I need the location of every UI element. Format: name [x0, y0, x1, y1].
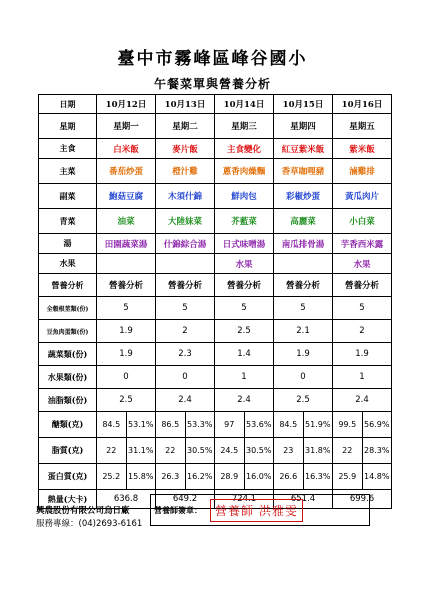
grams-value: 28.9: [220, 472, 239, 481]
menu-table-body: [39, 95, 392, 509]
cell-weekday: 星期四: [274, 114, 333, 139]
cell-veg: 油菜: [97, 209, 156, 234]
cell-staple: 紅豆紫米飯: [274, 139, 333, 159]
cell-grains: 5: [156, 297, 215, 320]
row-analysis: [39, 274, 392, 297]
cell-fruit-portion: 0: [97, 366, 156, 389]
percent-value: 53.3%: [185, 412, 215, 437]
cell-carb: [215, 412, 274, 438]
row-label: 熱量(大卡): [39, 490, 97, 509]
cell-date: 10月15日: [274, 95, 333, 114]
cell-fruit-portion: 1: [215, 366, 274, 389]
row-protein: [39, 320, 392, 343]
cell-vegetable: 2.3: [156, 343, 215, 366]
page-subtitle: 午餐菜單與營養分析: [153, 77, 271, 91]
cell-weekday: 星期五: [333, 114, 392, 139]
row-prot-g: [39, 464, 392, 490]
cell-fruit: 水果: [333, 254, 392, 274]
company-name: 興農股份有限公司烏日廠: [36, 506, 130, 516]
cell-side: 黃瓜肉片: [333, 184, 392, 209]
cell-fruit-portion: 1: [333, 366, 392, 389]
cell-prot-g: [274, 464, 333, 490]
cell-oil: 2.4: [156, 389, 215, 412]
row-label: 星期: [39, 114, 97, 139]
percent-value: 31.1%: [126, 438, 156, 463]
cell-veg: 大陸妹菜: [156, 209, 215, 234]
row-label: 青菜: [39, 209, 97, 234]
cell-main: 蔥香肉燥麵: [215, 159, 274, 184]
cell-staple: 白米飯: [97, 139, 156, 159]
cell-side: 鮮肉包: [215, 184, 274, 209]
cell-protein: 2.1: [274, 320, 333, 343]
cell-prot-g: [215, 464, 274, 490]
cell-oil: 2.4: [333, 389, 392, 412]
cell-calories: 649.2: [156, 490, 215, 509]
cell-veg: 芥藍菜: [215, 209, 274, 234]
grams-value: 23: [283, 446, 294, 455]
cell-date: 10月12日: [97, 95, 156, 114]
cell-vegetable: 1.9: [333, 343, 392, 366]
cell-fruit: [274, 254, 333, 274]
cell-protein: 2: [156, 320, 215, 343]
cell-carb: [274, 412, 333, 438]
cell-carb: [97, 412, 156, 438]
percent-value: 53.6%: [244, 412, 274, 437]
row-date: [39, 95, 392, 114]
cell-staple: 紫米飯: [333, 139, 392, 159]
cell-vegetable: 1.4: [215, 343, 274, 366]
percent-value: 56.9%: [362, 412, 392, 437]
percent-value: 16.2%: [185, 464, 215, 489]
cell-analysis: 營養分析: [333, 274, 392, 297]
row-veg: [39, 209, 392, 234]
row-soup: [39, 234, 392, 254]
percent-value: 16.3%: [303, 464, 333, 489]
row-label: 湯: [39, 234, 97, 254]
menu-table: [38, 94, 392, 509]
grams-value: 22: [342, 446, 353, 455]
cell-main: 橙汁雞: [156, 159, 215, 184]
cell-prot-g: [333, 464, 392, 490]
row-label: 水果類(份): [39, 366, 97, 389]
cell-fat: [274, 438, 333, 464]
row-label: 豆魚肉蛋類(份): [39, 320, 97, 343]
service-hotline: 服務專線：(04)2693-6161: [36, 519, 143, 529]
cell-fruit: [156, 254, 215, 274]
cell-staple: 主食變化: [215, 139, 274, 159]
cell-calories: 724.1: [215, 490, 274, 509]
percent-value: 51.9%: [303, 412, 333, 437]
row-main: [39, 159, 392, 184]
cell-prot-g: [156, 464, 215, 490]
row-fruit-portion: [39, 366, 392, 389]
dietitian-stamp: 營養師 洪雅雯: [210, 499, 303, 522]
cell-grains: 5: [215, 297, 274, 320]
cell-side: 木須什錦: [156, 184, 215, 209]
cell-fruit-portion: 0: [274, 366, 333, 389]
cell-analysis: 營養分析: [274, 274, 333, 297]
grams-value: 86.5: [161, 420, 180, 429]
grams-value: 99.5: [338, 420, 357, 429]
page-title: 臺中市霧峰區峰谷國小: [117, 49, 308, 69]
percent-value: 30.5%: [185, 438, 215, 463]
cell-fat: [97, 438, 156, 464]
cell-soup: 日式味噌湯: [215, 234, 274, 254]
row-vegetable: [39, 343, 392, 366]
row-label: 副菜: [39, 184, 97, 209]
percent-value: 14.8%: [362, 464, 392, 489]
cell-weekday: 星期二: [156, 114, 215, 139]
cell-date: 10月16日: [333, 95, 392, 114]
row-label: 日期: [39, 95, 97, 114]
cell-soup: 什錦綜合湯: [156, 234, 215, 254]
cell-protein: 1.9: [97, 320, 156, 343]
cell-soup: 南瓜排骨湯: [274, 234, 333, 254]
cell-fat: [156, 438, 215, 464]
cell-side: 彩椒炒蛋: [274, 184, 333, 209]
cell-protein: 2.5: [215, 320, 274, 343]
cell-main: 番茄炒蛋: [97, 159, 156, 184]
cell-prot-g: [97, 464, 156, 490]
cell-calories: 636.8: [97, 490, 156, 509]
row-label: 營養分析: [39, 274, 97, 297]
percent-value: 15.8%: [126, 464, 156, 489]
row-grains: [39, 297, 392, 320]
grams-value: 24.5: [220, 446, 239, 455]
row-weekday: [39, 114, 392, 139]
cell-soup: 田園蔬菜湯: [97, 234, 156, 254]
signature-box: [150, 494, 370, 526]
cell-analysis: 營養分析: [215, 274, 274, 297]
cell-fruit: [97, 254, 156, 274]
cell-fruit-portion: 0: [156, 366, 215, 389]
cell-analysis: 營養分析: [97, 274, 156, 297]
row-fat: [39, 438, 392, 464]
row-staple: [39, 139, 392, 159]
percent-value: 28.3%: [362, 438, 392, 463]
cell-carb: [156, 412, 215, 438]
grams-value: 25.9: [338, 472, 357, 481]
grams-value: 97: [224, 420, 235, 429]
grams-value: 25.2: [102, 472, 121, 481]
cell-weekday: 星期三: [215, 114, 274, 139]
grams-value: 22: [165, 446, 176, 455]
cell-soup: 芋香西米露: [333, 234, 392, 254]
grams-value: 22: [106, 446, 117, 455]
cell-vegetable: 1.9: [97, 343, 156, 366]
row-label: 蔬菜類(份): [39, 343, 97, 366]
cell-weekday: 星期一: [97, 114, 156, 139]
cell-fat: [215, 438, 274, 464]
grams-value: 26.6: [279, 472, 298, 481]
cell-carb: [333, 412, 392, 438]
row-label: 脂質(克): [39, 438, 97, 464]
cell-calories: 651.4: [274, 490, 333, 509]
cell-oil: 2.5: [274, 389, 333, 412]
footer-info: [36, 505, 142, 531]
cell-date: 10月14日: [215, 95, 274, 114]
cell-fruit: 水果: [215, 254, 274, 274]
row-label: 醣類(克): [39, 412, 97, 438]
percent-value: 53.1%: [126, 412, 156, 437]
row-side: [39, 184, 392, 209]
row-label: 油脂類(份): [39, 389, 97, 412]
row-fruit: [39, 254, 392, 274]
cell-side: 鮑菇豆腐: [97, 184, 156, 209]
grams-value: 84.5: [279, 420, 298, 429]
row-label: 主食: [39, 139, 97, 159]
cell-date: 10月13日: [156, 95, 215, 114]
signature-label: 營養師簽章：: [154, 504, 202, 515]
cell-vegetable: 1.9: [274, 343, 333, 366]
cell-protein: 2: [333, 320, 392, 343]
row-label: 主菜: [39, 159, 97, 184]
cell-veg: 高麗菜: [274, 209, 333, 234]
cell-grains: 5: [97, 297, 156, 320]
row-label: 水果: [39, 254, 97, 274]
cell-veg: 小白菜: [333, 209, 392, 234]
cell-calories: 699.6: [333, 490, 392, 509]
cell-staple: 麥片飯: [156, 139, 215, 159]
cell-main: 滷雞排: [333, 159, 392, 184]
row-label: 蛋白質(克): [39, 464, 97, 490]
cell-oil: 2.5: [97, 389, 156, 412]
cell-fat: [333, 438, 392, 464]
grams-value: 84.5: [102, 420, 121, 429]
percent-value: 16.0%: [244, 464, 274, 489]
cell-analysis: 營養分析: [156, 274, 215, 297]
cell-grains: 5: [333, 297, 392, 320]
cell-oil: 2.4: [215, 389, 274, 412]
cell-grains: 5: [274, 297, 333, 320]
cell-main: 香草咖哩豬: [274, 159, 333, 184]
percent-value: 31.8%: [303, 438, 333, 463]
percent-value: 30.5%: [244, 438, 274, 463]
row-oil: [39, 389, 392, 412]
row-carb: [39, 412, 392, 438]
row-label: 全穀根莖類(份): [39, 297, 97, 320]
grams-value: 26.3: [161, 472, 180, 481]
